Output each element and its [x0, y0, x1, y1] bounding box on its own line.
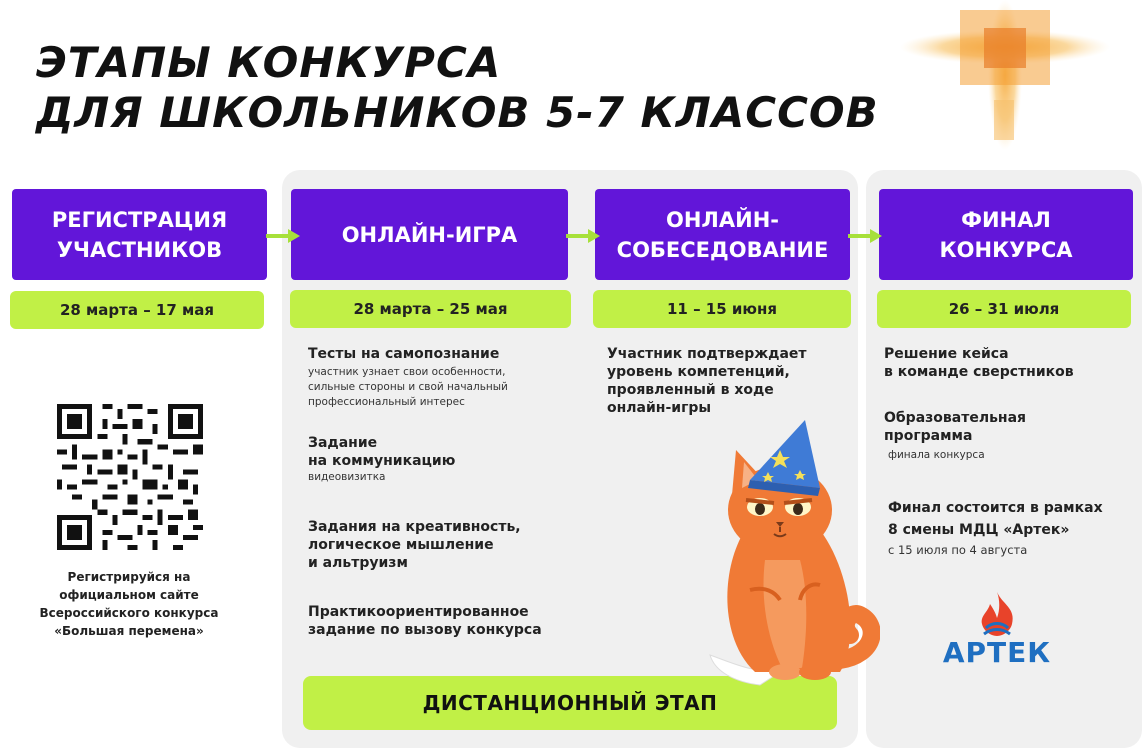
- stage-registration: [12, 189, 267, 280]
- task-practice: [308, 603, 568, 639]
- final-item-artek: [888, 497, 1140, 558]
- final-item-note: финала конкурса: [888, 449, 985, 461]
- interview-line: уровень компетенций,: [607, 364, 790, 380]
- task-note: [308, 365, 568, 410]
- title-line-2: ДЛЯ ШКОЛЬНИКОВ 5-7 КЛАССОВ: [36, 88, 879, 137]
- caption-line: Регистрируйся на: [67, 570, 191, 584]
- date-final: 26 – 31 июля: [877, 290, 1131, 328]
- wizard-cat-icon: [690, 410, 880, 690]
- arrow-right-icon: [848, 229, 882, 243]
- task-note: видеовизитка: [308, 471, 386, 483]
- task-note-line: участник узнает свои особенности,: [308, 366, 506, 378]
- final-item-note: с 15 июля по 4 августа: [888, 543, 1028, 557]
- stage-final-line2: КОНКУРСА: [939, 237, 1073, 262]
- stage-registration-line2: УЧАСТНИКОВ: [56, 237, 223, 262]
- stage-interview-line2: СОБЕСЕДОВАНИЕ: [616, 237, 829, 262]
- stage-final-line1: ФИНАЛ: [961, 207, 1051, 232]
- remote-stage-label: ДИСТАНЦИОННЫЙ ЭТАП: [303, 676, 837, 730]
- task-title: Задания на креативность,: [308, 519, 521, 535]
- caption-line: «Большая перемена»: [54, 624, 204, 638]
- stage-online-game: [291, 189, 568, 280]
- caption-line: официальном сайте: [59, 588, 199, 602]
- task-creativity: [308, 518, 568, 572]
- flame-icon: [972, 590, 1022, 640]
- artek-logo: [938, 590, 1056, 676]
- sparkle-decoration-icon: [900, 0, 1110, 150]
- date-registration: 28 марта – 17 мая: [10, 291, 264, 329]
- stage-final: [879, 189, 1133, 280]
- artek-logo-text: АРТЕК: [942, 636, 1052, 669]
- task-title: задание по вызову конкурса: [308, 622, 542, 638]
- final-item-title: Финал состоится в рамках: [888, 500, 1103, 516]
- task-title: на коммуникацию: [308, 453, 456, 469]
- task-title: логическое мышление: [308, 537, 494, 553]
- caption-line: Всероссийского конкурса: [39, 606, 219, 620]
- interview-line: Участник подтверждает: [607, 346, 807, 362]
- page-title: [36, 38, 879, 138]
- task-title: Практикоориентированное: [308, 604, 529, 620]
- final-item-title: в команде сверстников: [884, 364, 1074, 380]
- title-line-1: ЭТАПЫ КОНКУРСА: [36, 38, 502, 87]
- interview-description: [607, 345, 847, 417]
- stage-online-game-line1: ОНЛАЙН-ИГРА: [341, 222, 518, 247]
- registration-caption: [20, 568, 238, 640]
- final-item-title: программа: [884, 428, 973, 444]
- task-note-line: профессиональный интерес: [308, 396, 465, 408]
- arrow-right-icon: [566, 229, 600, 243]
- final-item-case: [884, 345, 1134, 381]
- arrow-right-icon: [266, 229, 300, 243]
- final-item-education: [884, 409, 1134, 463]
- stage-registration-line1: РЕГИСТРАЦИЯ: [51, 207, 228, 232]
- date-interview: 11 – 15 июня: [593, 290, 851, 328]
- interview-line: онлайн-игры: [607, 400, 712, 416]
- final-item-title: 8 смены МДЦ «Артек»: [888, 522, 1070, 538]
- stage-interview: [595, 189, 850, 280]
- date-online-game: 28 марта – 25 мая: [290, 290, 571, 328]
- stage-interview-line1: ОНЛАЙН-: [666, 207, 779, 232]
- task-communication: [308, 434, 568, 485]
- task-title: Задание: [308, 435, 378, 451]
- qr-code-icon: [57, 404, 203, 550]
- task-note-line: сильные стороны и свой начальный: [308, 381, 508, 393]
- final-item-title: Решение кейса: [884, 346, 1009, 362]
- final-item-title: Образовательная: [884, 410, 1027, 426]
- task-self-knowledge: [308, 345, 568, 410]
- task-title: Тесты на самопознание: [308, 346, 500, 362]
- task-title: и альтруизм: [308, 555, 408, 571]
- interview-line: проявленный в ходе: [607, 382, 774, 398]
